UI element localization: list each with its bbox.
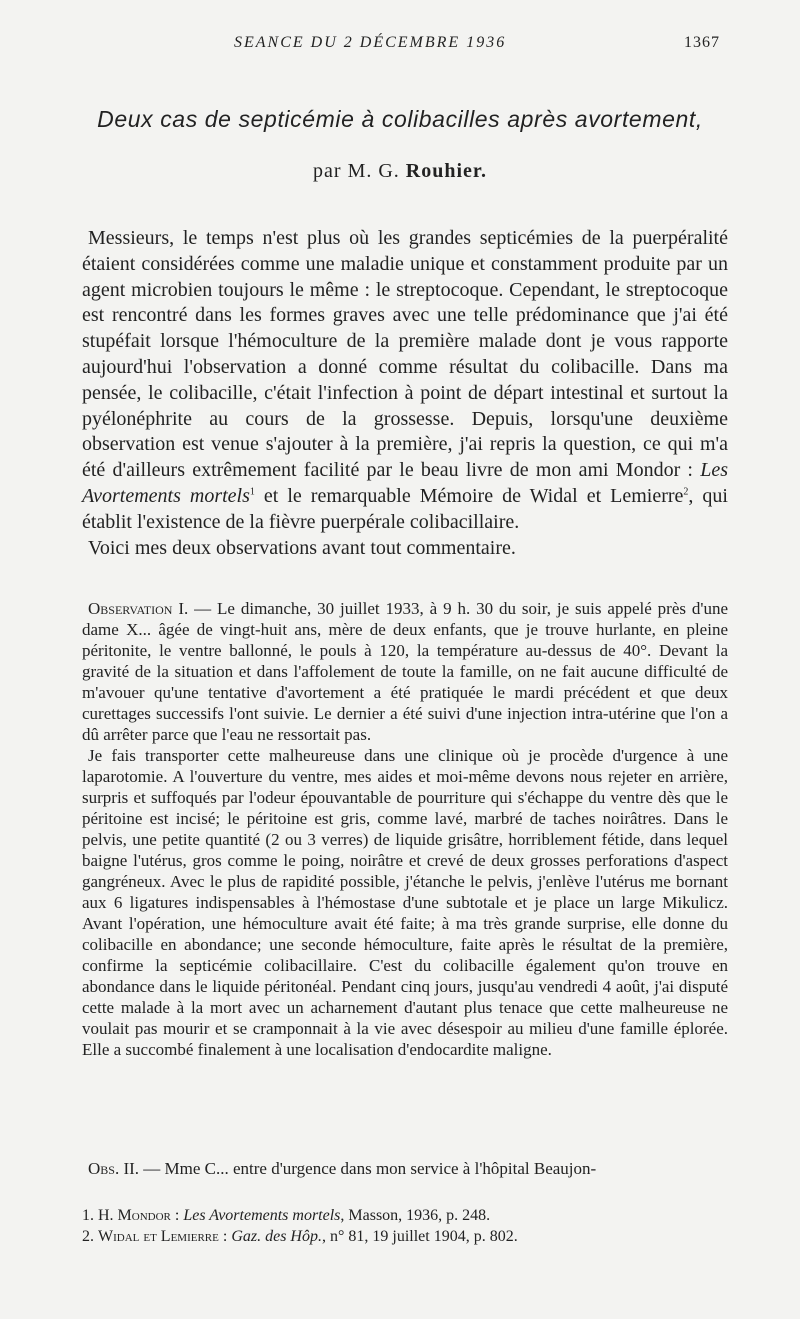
footnote-1-author: H. Mondor — [98, 1207, 171, 1224]
article-author — [0, 160, 800, 183]
book-title: Les Avortements mortels — [82, 459, 729, 507]
observation-2 — [82, 1158, 728, 1179]
running-header — [234, 34, 720, 52]
author-name: Rouhier. — [405, 160, 487, 182]
article-title: Deux cas de septicémie à colibacilles après avortement, — [97, 106, 703, 132]
intro-text-3: , qui établit l'existence de la fièvre puerpérale colibacillaire. — [82, 484, 728, 533]
footnote-1-title: Les Avortements mortels — [183, 1207, 341, 1224]
footnote-2-number: 2. — [82, 1228, 94, 1245]
footnote-2 — [82, 1226, 728, 1247]
observation-2-para — [82, 1158, 728, 1179]
footnote-2-rest: , n° 81, 19 juillet 1904, p. 802. — [321, 1228, 518, 1245]
footnote-1-number: 1. — [82, 1207, 94, 1224]
footnote-1-rest: , Masson, 1936, p. 248. — [340, 1207, 491, 1224]
footnote-1 — [82, 1205, 728, 1226]
intro-paragraph — [82, 226, 728, 536]
footnote-ref-2: 2 — [683, 486, 689, 498]
footnote-2-author: Widal et Lemierre — [98, 1228, 219, 1245]
intro-section — [82, 226, 728, 561]
footnote-2-title: Gaz. des Hôp. — [231, 1228, 322, 1245]
observation-1-label: Observation I. — [88, 599, 189, 618]
observation-2-text: — Mme C... entre d'urgence dans mon service à l'hôpital Beaujon- — [139, 1159, 597, 1178]
intro-paragraph-2: Voici mes deux observations avant tout commentaire. — [88, 536, 516, 559]
author-prefix: par M. G. — [313, 160, 400, 182]
observation-1-para-1 — [82, 598, 728, 745]
footnote-2-sep: : — [218, 1228, 232, 1245]
running-title: SEANCE DU 2 DÉCEMBRE 1936 — [234, 34, 507, 51]
intro-text-2: et le remarquable Mémoire de Widal et Lemierre — [254, 484, 684, 507]
footnote-1-sep: : — [170, 1207, 184, 1224]
page-number: 1367 — [684, 34, 720, 51]
observation-1-text-1: — Le dimanche, 30 juillet 1933, à 9 h. 30 du soir, je suis appelé près d'une dame X... âgée de vingt-huit ans, mère de deux enfants, que je trouve hurlante, en pleine péritonite, le ventre ballonné, le pouls à 120, la température au-dessus de 40°. Devant la gravité de la situation et dans l'affolement de toute la famille, on ne fait aucune difficulté de m'avouer qu'une tentative d'avortement a été pratiquée le mardi précédent et que deux curettages successifs l'ont suivie. Le dernier a été suivi d'une injection intra-utérine que l'on a dû arrêter parce que l'eau ne ressortait pas. — [82, 599, 728, 744]
observation-1-para-2: Je fais transporter cette malheureuse dans une clinique où je procède d'urgence à une laparotomie. A l'ouverture du ventre, mes aides et moi-même devons nous rejeter en arrière, surpris et suffoqués par l'odeur épouvantable de pourriture qui s'échappe du ventre dès que le péritoine est incisé; le péritoine est gris, comme lavé, marbré de taches noirâtres. Dans le pelvis, une petite quantité (2 ou 3 verres) de liquide grisâtre, horriblement fétide, dans lequel baigne l'utérus, gros comme le poing, noirâtre et crevé de deux grosses perforations d'aspect gangréneux. Avec le plus de rapidité possible, j'étanche le pelvis, j'enlève l'utérus me bornant aux 6 ligatures indispensables à l'hémostase d'une subtotale et je place un large Mikulicz. Avant l'opération, une hémoculture avait été faite; à ma très grande surprise, elle donne du colibacille en abondance; une seconde hémoculture, faite après le résultat de la première, confirme la septicémie colibacillaire. C'est du colibacille également qu'on trouve en abondance dans le liquide péritonéal. Pendant cinq jours, jusqu'au vendredi 4 août, j'ai disputé cette malade à la mort avec un acharnement d'autant plus tenace que cette malheureuse ne voulait pas mourir et se cramponnait à la vie avec désespoir au milieu d'une famille éplorée. Elle a succombé finalement à une localisation d'endocardite maligne. — [82, 746, 728, 1059]
intro-text-1: Messieurs, le temps n'est plus où les grandes septicémies de la puerpéralité étaient considérées comme une maladie unique et constamment produite par un agent microbien toujours le même : le streptocoque. Cependant, le streptocoque est rencontré dans les formes graves avec une telle prédominance que j'ai été stupéfait lorsque l'hémoculture de la première malade dont je vous rapporte aujourd'hui l'observation a donné comme résultat du colibacille. Dans ma pensée, le colibacille, c'était l'infection à point de départ intestinal et surtout la pyélonéphrite au cours de la grossesse. Depuis, lorsqu'une deuxième observation est venue s'ajouter à la première, j'ai repris la question, ce qui m'a été d'ailleurs extrêmement facilité par le beau livre de mon ami Mondor : — [82, 227, 728, 482]
footnote-ref-1: 1 — [249, 486, 255, 498]
footnotes — [82, 1205, 728, 1247]
observation-2-label: Obs. II. — [88, 1159, 140, 1178]
observation-1 — [82, 598, 728, 1060]
